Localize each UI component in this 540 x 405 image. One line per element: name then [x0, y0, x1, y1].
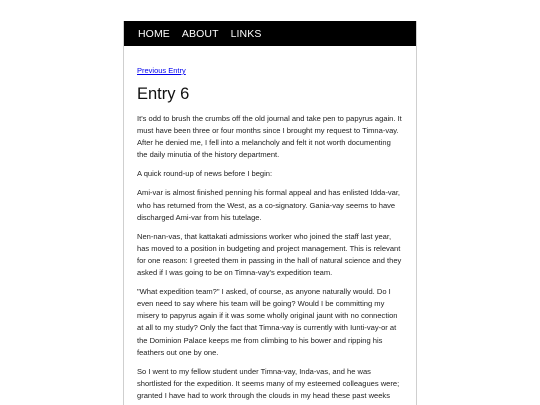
article-paragraph: "What expedition team?" I asked, of course, as anyone naturally would. Do I even need to say where his team will be going? Would I be committing my misery to papyrus again if it was some wholly original jaunt with no connection at all to my study? Only the fact that Timna-vay is currently with Iunti-vay-or at the Dominion Palace keeps me from climbing to his bower and ripping his feathers out one by one. — [137, 287, 398, 357]
article-paragraph: Nen-nan-vas, that kattakati admissions worker who joined the staff last year, has moved to a position in budgeting and project management. This is relevant for one reason: I greeted them in passing in the hall of natural science and they asked if I was going to be on Timna-vay's expedition team. — [137, 231, 402, 278]
article-paragraph: It's odd to brush the crumbs off the old journal and take pen to papyrus again. It must have been three or four months since I brought my request to Timna-vay. After he denied me, I fell into a melancholy and felt it not worth documenting the daily minutia of the history department. — [137, 114, 402, 160]
nav-link-home[interactable]: HOME — [138, 27, 170, 40]
article-paragraph: Ami-var is almost finished penning his formal appeal and has enlisted Idda-var, who has returned from the West, as a co-signatory. Gania-vay seems to have discharged Ami-var from his tutelage. — [137, 188, 401, 222]
page-container — [123, 21, 417, 405]
entry-title: Entry 6 — [137, 85, 190, 103]
nav-link-about[interactable]: ABOUT — [181, 27, 219, 40]
article-paragraph: So I went to my fellow student under Timna-vay, Inda-vas, and he was shortlisted for the expedition. It seems many of my esteemed colleagues were; granted I have had to work through the clouds in my head these past weeks — [137, 366, 400, 400]
article-paragraph: A quick round-up of news before I begin: — [137, 169, 273, 179]
top-navbar — [124, 21, 416, 46]
previous-entry-link[interactable]: Previous Entry — [137, 66, 186, 75]
article-content — [124, 46, 416, 402]
nav-link-links[interactable]: LINKS — [230, 27, 262, 40]
